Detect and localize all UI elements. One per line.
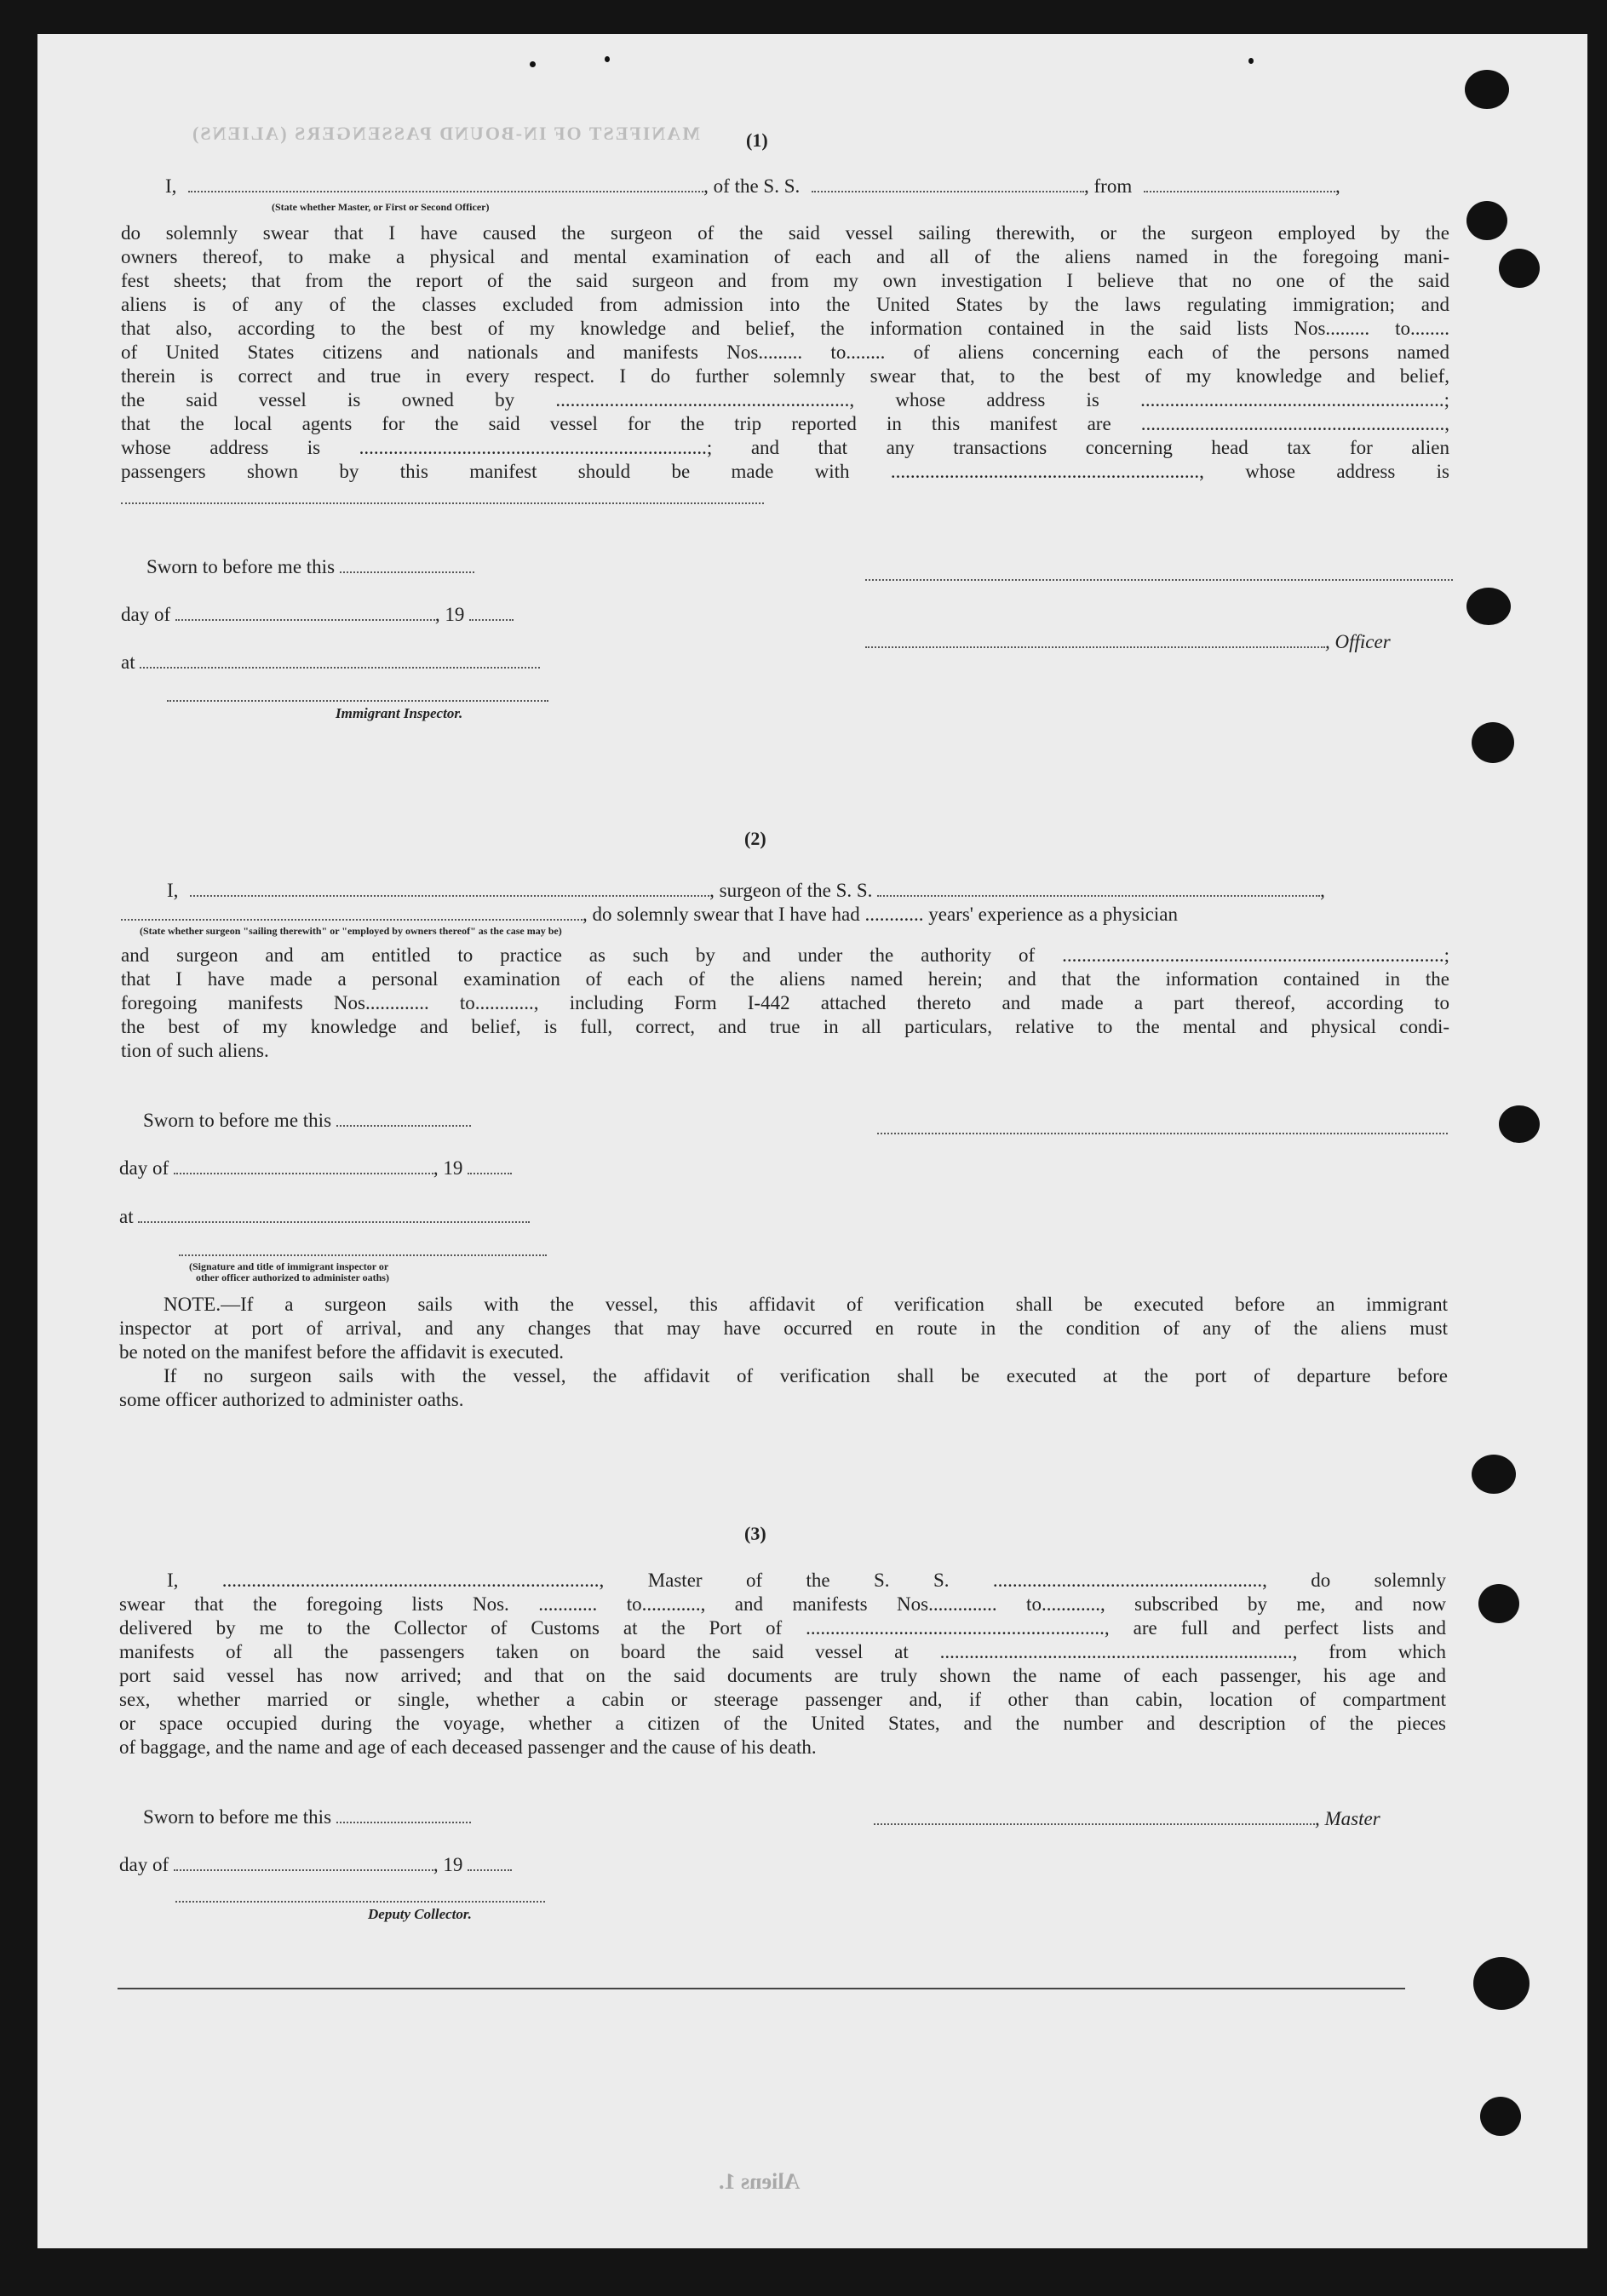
section-1-heading: (1) <box>746 129 768 151</box>
day-of-row-2: day of , 19 <box>119 1157 512 1180</box>
form-page <box>37 34 1587 2248</box>
master-signature-line[interactable] <box>874 1808 1315 1825</box>
day-of-field-3[interactable] <box>174 1854 433 1871</box>
officer-signature-line[interactable] <box>865 579 1453 581</box>
master-signature-row <box>874 1807 1380 1831</box>
year-field-2[interactable] <box>468 1157 512 1174</box>
surgeon-state-note: (State whether surgeon "sailing therewith" or "employed by owners thereof" as the case may be) <box>140 925 562 937</box>
surgeon-signature-line[interactable] <box>877 1133 1448 1134</box>
i-label: I, <box>165 175 177 197</box>
speck <box>1248 58 1254 64</box>
punch-hole <box>1472 722 1514 763</box>
oath-officer-signature-line[interactable] <box>179 1254 547 1256</box>
immigrant-inspector-label: Immigrant Inspector. <box>336 705 463 721</box>
punch-hole <box>1499 1105 1540 1143</box>
officer-label: , Officer <box>1325 631 1391 652</box>
state-whether-note: (State whether Master, or First or Second Officer) <box>272 201 490 213</box>
speck <box>530 61 536 67</box>
signature-note-line-2: other officer authorized to administer oaths) <box>196 1271 389 1283</box>
sworn-label-1: Sworn to before me this <box>146 555 474 579</box>
at-field-2[interactable] <box>138 1206 530 1223</box>
vessel-name-field-2[interactable] <box>877 880 1320 897</box>
section-1-oath-text: do solemnly swear that I have caused the surgeon of the said vessel sailing therewith, or the surgeon employed by the owners thereof, to make a physical and mental examination of each and all of the aliens named in the foregoing mani- fest sheets; that from the report of the said surgeon and from my own investigation I believe that no one of the said aliens is of any of the classes excluded from admission into the United States by the laws regulating immigration; and that also, according to the best of my knowledge and belief, the information contained in the said lists Nos......... to........ of United States citizens and nationals and manifests Nos......... to........ of aliens concerning each of the persons named therein is correct and true in every respect. I do further solemnly swear that, to the best of my knowledge and belief, the said vessel is owned by ............................................................, whose address is ..............................................................; that the local agents for the said vessel for the trip reported in this manifest are .............................................................., whose address is .......................................................................; and that any transactions concerning head tax for alien passengers shown by this manifest should be made with ..............................................................., whose address is <box>121 222 1449 482</box>
section-3-heading: (3) <box>744 1523 766 1544</box>
officer-name-field[interactable] <box>188 175 703 192</box>
day-of-row-1: day of , 19 <box>121 603 514 627</box>
signature-note-line-1: (Signature and title of immigrant inspector or <box>189 1260 389 1272</box>
section-2-second-line: , do solemnly swear that I have had ............ years' experience as a physician <box>121 903 1178 927</box>
punch-hole <box>1466 588 1511 625</box>
sworn-day-field-2[interactable] <box>336 1110 471 1127</box>
punch-hole <box>1466 201 1507 240</box>
bleed-through-title: MANIFEST OF IN-BOUND PASSENGERS (ALIENS) <box>191 123 700 144</box>
section-1-first-line: I, , of the S. S. , from , <box>165 175 1340 197</box>
punch-hole <box>1465 70 1509 109</box>
sworn-day-field-1[interactable] <box>340 556 474 573</box>
punch-hole <box>1473 1957 1530 2010</box>
year-field-1[interactable] <box>469 604 514 621</box>
from-port-field[interactable] <box>1144 175 1335 192</box>
inspector-signature-line[interactable] <box>167 700 548 702</box>
deputy-collector-label: Deputy Collector. <box>368 1906 472 1922</box>
officer-title-row <box>865 630 1391 654</box>
at-field-1[interactable] <box>140 651 540 669</box>
sworn-label-3: Sworn to before me this <box>143 1805 471 1829</box>
vessel-name-field[interactable] <box>812 175 1084 192</box>
year-field-3[interactable] <box>468 1854 512 1871</box>
punch-hole <box>1480 2097 1521 2136</box>
surgeon-name-field[interactable] <box>190 880 709 897</box>
bottom-rule <box>118 1988 1405 1989</box>
master-label: , Master <box>1315 1808 1380 1829</box>
section-2-first-line: I, , surgeon of the S. S. , <box>167 880 1325 901</box>
punch-hole <box>1499 249 1540 288</box>
section-3-oath-text: I, ............................................................................., Master of the S. S. ......................................................., do solemnly swear that the foregoing lists Nos. ............ to............, and manifests Nos.............. to............, subscribed by me, and now delivered by me to the Collector of Customs at the Port of ............................................................., are full and perfect lists and manifests of all the passengers taken on board the said vessel at ........................................................................, from which port said vessel has now arrived; and that on the said documents are truly shown the name of each passenger, his age and sex, whether married or single, whether a cabin or steerage passenger and, if other than cabin, location of compartment or space occupied during the voyage, whether a citizen of the United States, and the number and description of the pieces of baggage, and the name and age of each deceased passenger and the cause of his death. <box>119 1570 1446 1758</box>
at-row-1: at <box>121 651 540 674</box>
surgeon-note-text: NOTE.—If a surgeon sails with the vessel, this affidavit of verification shall be executed before an immigrant inspector at port of arrival, and any changes that may have occurred en route in the condition of any of the aliens must be noted on the manifest before the affidavit is executed. If no surgeon sails with the vessel, the affidavit of verification shall be executed at the port of departure before some officer authorized to administer oaths. <box>119 1294 1448 1410</box>
bleed-through-footer: Aliens 1. <box>719 2169 801 2194</box>
section-2-heading: (2) <box>744 828 766 849</box>
at-row-2: at <box>119 1205 530 1229</box>
section-2-oath-text: and surgeon and am entitled to practice as such by and under the authority of ..............................................................................; that I have made a personal examination of each of the aliens named herein; and that the information contained in the foregoing manifests Nos............. to............, including Form I-442 attached thereto and made a part thereof, according to the best of my knowledge and belief, is full, correct, and true in all particulars, relative to the mental and physical condi- tion of such aliens. <box>121 944 1449 1061</box>
surgeon-type-field[interactable] <box>121 904 583 921</box>
address-line-field[interactable] <box>121 502 764 504</box>
punch-hole <box>1472 1455 1516 1494</box>
from-label: , from <box>1084 175 1133 197</box>
day-of-row-3: day of , 19 <box>119 1853 512 1877</box>
collector-signature-line[interactable] <box>175 1901 545 1903</box>
day-of-field-1[interactable] <box>175 604 435 621</box>
of-the-ss-label: , of the S. S. <box>703 175 801 197</box>
sworn-label-2: Sworn to before me this <box>143 1109 471 1133</box>
speck <box>605 56 610 62</box>
sworn-day-field-3[interactable] <box>336 1806 471 1823</box>
punch-hole <box>1478 1584 1519 1623</box>
day-of-field-2[interactable] <box>174 1157 433 1174</box>
